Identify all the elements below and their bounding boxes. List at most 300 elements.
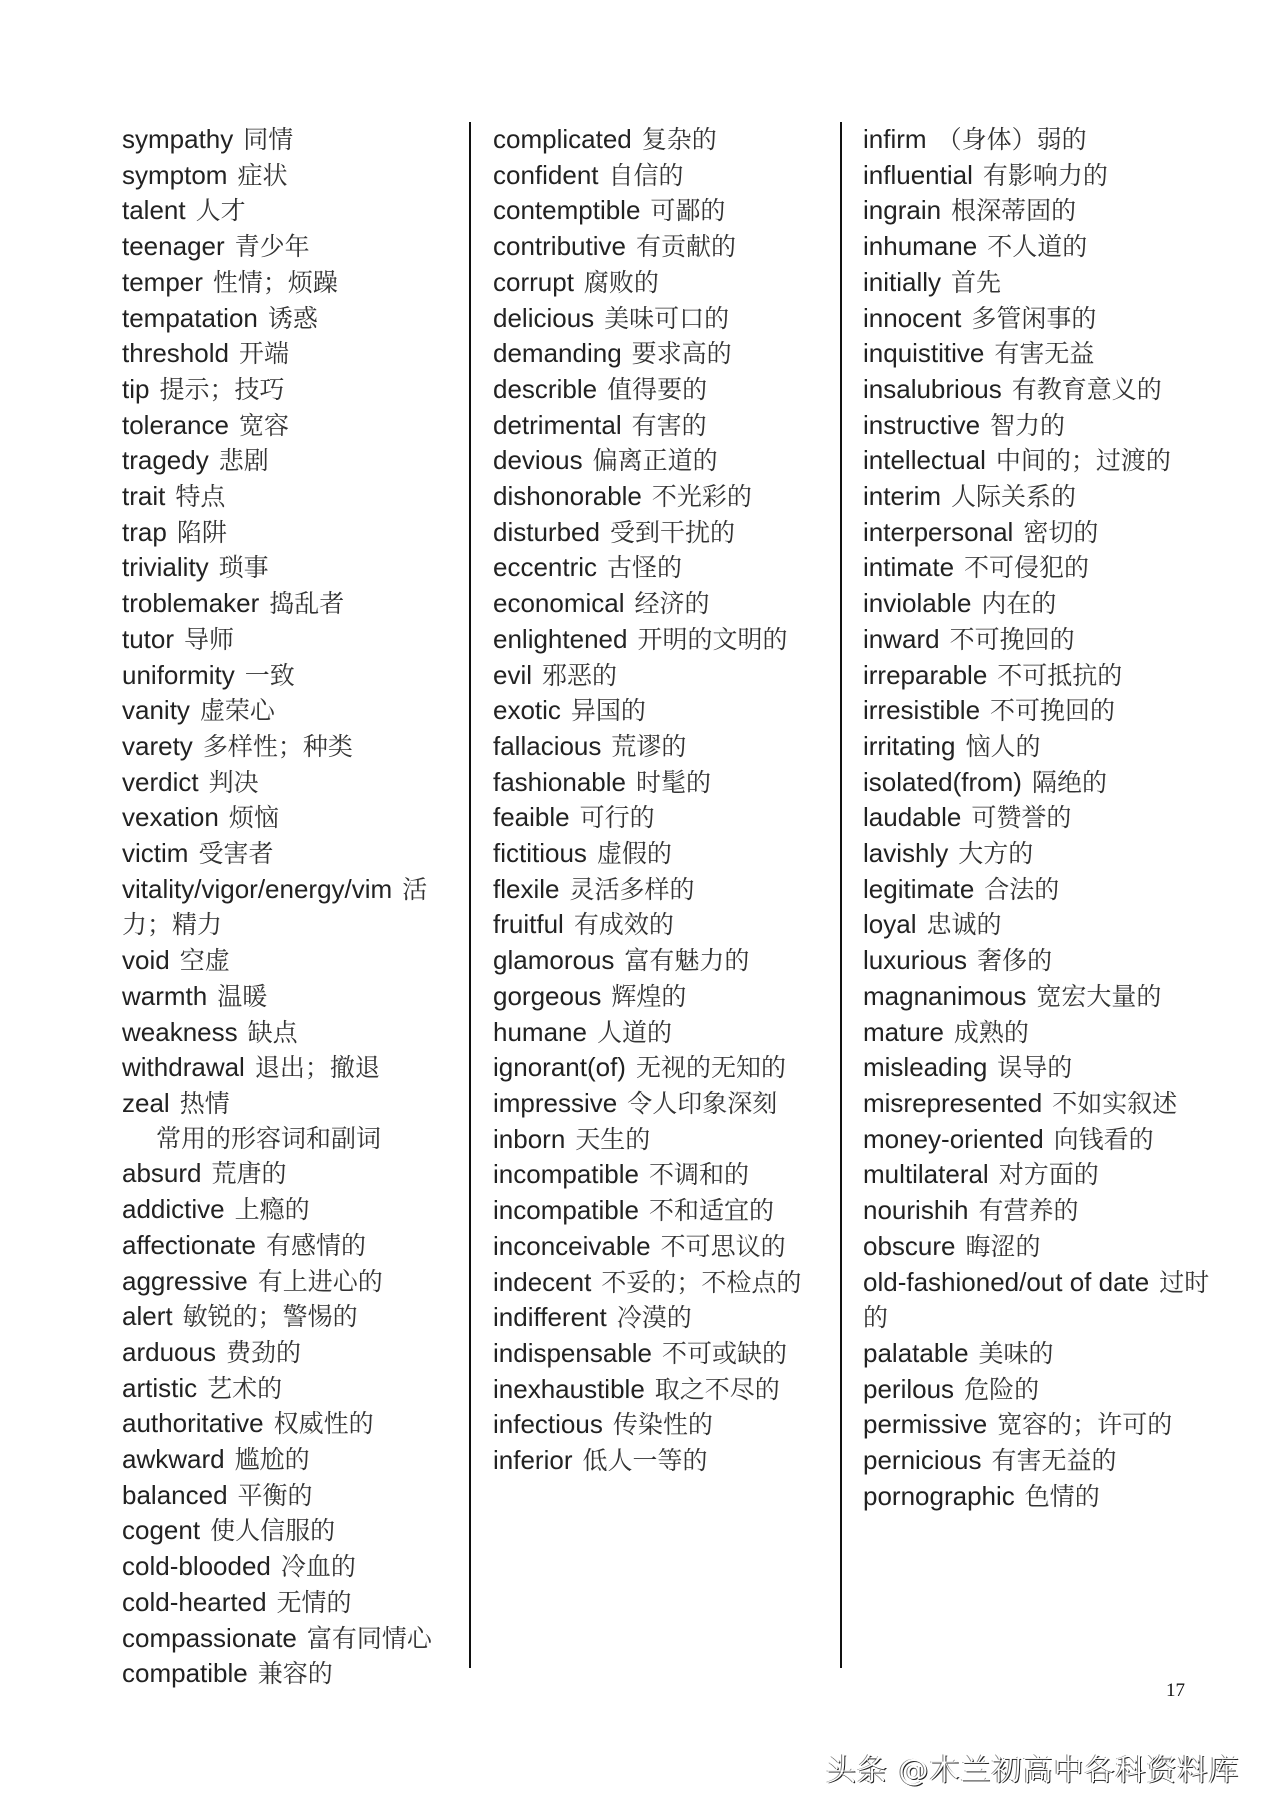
english-word: money-oriented xyxy=(863,1123,1044,1154)
english-word: trap xyxy=(122,516,167,547)
chinese-meaning: 要求高的 xyxy=(631,339,732,369)
english-word: pernicious xyxy=(863,1445,982,1476)
chinese-meaning: 判决 xyxy=(208,767,259,797)
chinese-meaning: 向钱看的 xyxy=(1053,1124,1154,1154)
vocab-entry xyxy=(493,1015,833,1051)
vocab-entry xyxy=(863,479,1213,515)
vocab-entry xyxy=(122,1371,462,1407)
vocab-entry xyxy=(493,586,833,622)
english-word: misrepresented xyxy=(863,1087,1043,1118)
vocab-entry xyxy=(122,1299,462,1335)
english-word: talent xyxy=(122,195,186,226)
chinese-meaning: 晦涩的 xyxy=(965,1231,1041,1261)
chinese-meaning: 内在的 xyxy=(981,589,1057,619)
chinese-meaning: 天生的 xyxy=(575,1124,651,1154)
chinese-meaning: 有营养的 xyxy=(978,1196,1079,1226)
english-word: inconceivable xyxy=(493,1230,651,1261)
chinese-meaning: 人才 xyxy=(195,196,246,226)
chinese-meaning: 退出；撤退 xyxy=(254,1053,380,1083)
english-word: demanding xyxy=(493,338,622,369)
english-word: arduous xyxy=(122,1336,216,1367)
english-word: authoritative xyxy=(122,1408,264,1439)
english-word: obscure xyxy=(863,1230,956,1261)
vocab-entry xyxy=(493,1193,833,1229)
chinese-meaning: 虚荣心 xyxy=(199,696,275,726)
vocab-entry xyxy=(493,515,833,551)
vocab-entry xyxy=(122,943,462,979)
chinese-meaning: 热情 xyxy=(179,1088,230,1118)
chinese-meaning: 有影响力的 xyxy=(982,160,1108,190)
vocab-entry xyxy=(863,122,1213,158)
vocab-entry xyxy=(493,265,833,301)
chinese-meaning: 不如实叙述 xyxy=(1052,1088,1178,1118)
chinese-meaning: 对方面的 xyxy=(998,1160,1099,1190)
english-word: inward xyxy=(863,623,940,654)
vocab-entry xyxy=(863,979,1213,1015)
english-word: pornographic xyxy=(863,1480,1015,1511)
english-word: laudable xyxy=(863,802,962,833)
column-2 xyxy=(493,122,833,1479)
chinese-meaning: 悲剧 xyxy=(218,446,269,476)
vocab-entry xyxy=(493,979,833,1015)
vocab-entry xyxy=(493,479,833,515)
english-word: gorgeous xyxy=(493,980,602,1011)
english-word: inexhaustible xyxy=(493,1373,645,1404)
vocab-entry xyxy=(122,586,462,622)
chinese-meaning: 无视的无知的 xyxy=(635,1053,786,1083)
chinese-meaning: 色情的 xyxy=(1024,1481,1100,1511)
chinese-meaning: 不光彩的 xyxy=(651,482,752,512)
vocab-entry xyxy=(493,765,833,801)
vocab-entry xyxy=(122,158,462,194)
chinese-meaning: 富有同情心 xyxy=(306,1623,432,1653)
english-word: devious xyxy=(493,445,583,476)
vocab-entry xyxy=(863,1229,1213,1265)
vocab-entry xyxy=(493,1336,833,1372)
vocab-entry xyxy=(122,979,462,1015)
english-word: temper xyxy=(122,266,203,297)
chinese-meaning: 不调和的 xyxy=(648,1160,749,1190)
english-word: tragedy xyxy=(122,445,209,476)
vocab-entry xyxy=(863,1265,1213,1336)
chinese-meaning: 不可思议的 xyxy=(660,1231,786,1261)
vocab-entry xyxy=(493,158,833,194)
english-word: evil xyxy=(493,659,533,690)
chinese-meaning: 邪恶的 xyxy=(542,660,618,690)
vocab-entry xyxy=(863,1157,1213,1193)
vocab-entry xyxy=(863,907,1213,943)
chinese-meaning: 低人一等的 xyxy=(582,1446,708,1476)
vocab-entry xyxy=(493,943,833,979)
chinese-meaning: 不人道的 xyxy=(987,232,1088,262)
chinese-meaning: 同情 xyxy=(243,125,294,154)
chinese-meaning: 冷血的 xyxy=(280,1552,356,1582)
english-word: cold-blooded xyxy=(122,1551,271,1582)
vocab-entry xyxy=(493,1157,833,1193)
english-word: fruitful xyxy=(493,909,564,940)
chinese-meaning: 时髦的 xyxy=(636,767,712,797)
english-word: flexile xyxy=(493,873,560,904)
chinese-meaning: 上瘾的 xyxy=(234,1195,310,1225)
vocab-entry xyxy=(122,336,462,372)
chinese-meaning: 可鄙的 xyxy=(650,196,726,226)
vocab-entry xyxy=(122,1156,462,1192)
english-word: alert xyxy=(122,1301,173,1332)
english-word: dishonorable xyxy=(493,481,642,512)
english-word: fashionable xyxy=(493,766,626,797)
chinese-meaning: 人道的 xyxy=(596,1017,672,1047)
vocab-entry xyxy=(122,229,462,265)
chinese-meaning: 危险的 xyxy=(964,1374,1040,1404)
vocab-entry xyxy=(122,515,462,551)
vocab-entry xyxy=(122,479,462,515)
vocab-entry xyxy=(863,229,1213,265)
section-heading: 常用的形容词和副词 xyxy=(156,1123,382,1153)
vocab-entry xyxy=(493,443,833,479)
chinese-meaning: 有感情的 xyxy=(265,1230,366,1260)
english-word: nourishih xyxy=(863,1195,969,1226)
english-word: indispensable xyxy=(493,1337,653,1368)
vocab-entry xyxy=(863,550,1213,586)
english-word: permissive xyxy=(863,1409,988,1440)
vocab-entry xyxy=(493,907,833,943)
english-word: glamorous xyxy=(493,945,615,976)
chinese-meaning: 经济的 xyxy=(634,589,710,619)
vocab-entry xyxy=(122,1335,462,1371)
vocab-entry xyxy=(122,372,462,408)
english-word: irritating xyxy=(863,730,956,761)
vocab-entry xyxy=(493,1372,833,1408)
chinese-meaning: 值得要的 xyxy=(607,374,708,404)
english-word: threshold xyxy=(122,338,229,369)
vocab-entry xyxy=(863,515,1213,551)
vocab-entry xyxy=(122,836,462,872)
vocab-entry xyxy=(122,1442,462,1478)
english-word: tempatation xyxy=(122,302,258,333)
vocab-entry xyxy=(122,1192,462,1228)
column-1 xyxy=(122,122,462,1692)
chinese-meaning: 荒谬的 xyxy=(611,731,687,761)
english-word: intellectual xyxy=(863,445,986,476)
chinese-meaning: （身体）弱的 xyxy=(936,125,1087,154)
vocab-entry xyxy=(863,586,1213,622)
vocab-entry xyxy=(863,800,1213,836)
vocab-entry xyxy=(863,1122,1213,1158)
english-word: feaible xyxy=(493,802,570,833)
english-word: detrimental xyxy=(493,409,622,440)
chinese-meaning: 奢侈的 xyxy=(977,946,1053,976)
vocab-entry xyxy=(493,836,833,872)
vocab-entry xyxy=(493,1265,833,1301)
vocab-entry xyxy=(122,765,462,801)
chinese-meaning: 富有魅力的 xyxy=(624,946,750,976)
english-word: confident xyxy=(493,159,599,190)
vocab-entry xyxy=(863,943,1213,979)
english-word: fallacious xyxy=(493,730,602,761)
vocab-entry xyxy=(863,1336,1213,1372)
english-word: describle xyxy=(493,373,598,404)
english-word: contributive xyxy=(493,231,626,262)
chinese-meaning: 特点 xyxy=(175,482,226,512)
english-word: ignorant(of) xyxy=(493,1052,626,1083)
vocab-entry xyxy=(122,265,462,301)
vocab-entry xyxy=(122,122,462,158)
english-word: multilateral xyxy=(863,1159,989,1190)
page-number: 17 xyxy=(1166,1680,1185,1701)
chinese-meaning: 智力的 xyxy=(990,410,1066,440)
chinese-meaning: 开端 xyxy=(238,339,289,369)
english-word: incompatible xyxy=(493,1159,639,1190)
chinese-meaning: 有成效的 xyxy=(573,910,674,940)
chinese-meaning: 宽宏大量的 xyxy=(1036,981,1162,1011)
vocab-entry xyxy=(863,1443,1213,1479)
english-word: inviolable xyxy=(863,588,972,619)
chinese-meaning: 异国的 xyxy=(570,696,646,726)
english-word: tolerance xyxy=(122,409,229,440)
english-word: troblemaker xyxy=(122,588,260,619)
vocab-entry xyxy=(863,658,1213,694)
chinese-meaning: 辉煌的 xyxy=(611,981,687,1011)
chinese-meaning: 宽容的；许可的 xyxy=(997,1410,1173,1440)
chinese-meaning: 偏离正道的 xyxy=(592,446,718,476)
english-word: compassionate xyxy=(122,1622,297,1653)
chinese-meaning: 一致 xyxy=(244,660,295,690)
chinese-meaning: 空虚 xyxy=(179,946,230,976)
chinese-meaning: 令人印象深刻 xyxy=(627,1088,778,1118)
vocab-entry xyxy=(493,1407,833,1443)
vocab-entry xyxy=(493,1050,833,1086)
chinese-meaning: 复杂的 xyxy=(641,125,717,154)
chinese-meaning: 取之不尽的 xyxy=(654,1374,780,1404)
chinese-meaning: 传染性的 xyxy=(612,1410,713,1440)
english-word: indifferent xyxy=(493,1302,607,1333)
english-word: inquistitive xyxy=(863,338,985,369)
chinese-meaning: 灵活多样的 xyxy=(569,874,695,904)
vocab-entry xyxy=(863,408,1213,444)
vocab-entry xyxy=(122,408,462,444)
vocab-entry xyxy=(493,122,833,158)
chinese-meaning: 烦恼 xyxy=(228,803,279,833)
english-word: aggressive xyxy=(122,1265,248,1296)
chinese-meaning: 无情的 xyxy=(276,1587,352,1617)
english-word: insalubrious xyxy=(863,373,1002,404)
vocab-entry xyxy=(863,1086,1213,1122)
chinese-meaning: 不可挽回的 xyxy=(949,624,1075,654)
vocab-entry xyxy=(493,729,833,765)
english-word: luxurious xyxy=(863,945,968,976)
chinese-meaning: 缺点 xyxy=(247,1017,298,1047)
english-word: instructive xyxy=(863,409,981,440)
watermark: 头条 @木兰初高中各科资料库 xyxy=(826,1753,1240,1788)
chinese-meaning: 不可抵抗的 xyxy=(997,660,1123,690)
chinese-meaning: 恼人的 xyxy=(965,731,1041,761)
english-word: disturbed xyxy=(493,516,600,547)
english-word: ingrain xyxy=(863,195,942,226)
english-word: vanity xyxy=(122,695,190,726)
chinese-meaning: 大方的 xyxy=(958,839,1034,869)
vocab-entry xyxy=(493,1229,833,1265)
english-word: inborn xyxy=(493,1123,566,1154)
chinese-meaning: 捣乱者 xyxy=(269,589,345,619)
chinese-meaning: 人际关系的 xyxy=(951,482,1077,512)
chinese-meaning: 兼容的 xyxy=(257,1659,333,1689)
chinese-meaning: 不妥的；不检点的 xyxy=(601,1267,802,1297)
chinese-meaning: 有害无益 xyxy=(994,339,1095,369)
vocab-entry xyxy=(122,1621,462,1657)
chinese-meaning: 误导的 xyxy=(997,1053,1073,1083)
vocab-entry xyxy=(493,800,833,836)
vocab-entry xyxy=(122,729,462,765)
english-word: verdict xyxy=(122,766,199,797)
vocab-entry xyxy=(493,193,833,229)
english-word: zeal xyxy=(122,1087,170,1118)
vocab-entry xyxy=(493,301,833,337)
english-word: weakness xyxy=(122,1016,238,1047)
english-word: loyal xyxy=(863,909,917,940)
english-word: irreparable xyxy=(863,659,988,690)
english-word: absurd xyxy=(122,1158,202,1189)
column-divider xyxy=(469,122,471,1668)
english-word: irresistible xyxy=(863,695,981,726)
vocab-entry xyxy=(122,1086,462,1122)
english-word: impressive xyxy=(493,1087,618,1118)
english-word: cogent xyxy=(122,1515,201,1546)
chinese-meaning: 青少年 xyxy=(234,232,310,262)
chinese-meaning: 多样性；种类 xyxy=(202,731,353,761)
vocab-entry xyxy=(863,1479,1213,1515)
vocab-entry xyxy=(122,1050,462,1086)
chinese-meaning: 有害的 xyxy=(631,410,707,440)
chinese-meaning: 合法的 xyxy=(984,874,1060,904)
vocab-entry xyxy=(493,693,833,729)
vocab-entry xyxy=(863,336,1213,372)
vocab-entry xyxy=(863,872,1213,908)
chinese-meaning: 多管闲事的 xyxy=(971,303,1097,333)
vocab-entry xyxy=(493,372,833,408)
english-word: old-fashioned/out of date xyxy=(863,1266,1150,1297)
vocab-entry xyxy=(863,443,1213,479)
english-word: compatible xyxy=(122,1658,248,1689)
column-3 xyxy=(863,122,1213,1514)
english-word: eccentric xyxy=(493,552,598,583)
english-word: balanced xyxy=(122,1479,228,1510)
chinese-meaning: 隔绝的 xyxy=(1031,767,1107,797)
chinese-meaning: 荒唐的 xyxy=(211,1159,287,1189)
chinese-meaning: 不可挽回的 xyxy=(990,696,1116,726)
chinese-meaning: 有教育意义的 xyxy=(1011,374,1162,404)
vocab-entry xyxy=(122,1264,462,1300)
chinese-meaning: 过时的 xyxy=(863,1267,1210,1333)
vocab-entry xyxy=(493,550,833,586)
vocab-entry xyxy=(122,872,462,943)
chinese-meaning: 提示；技巧 xyxy=(159,374,285,404)
vocab-entry xyxy=(122,1549,462,1585)
english-word: trait xyxy=(122,481,166,512)
vocab-entry xyxy=(122,443,462,479)
english-word: influential xyxy=(863,159,973,190)
english-word: tip xyxy=(122,373,150,404)
vocab-entry xyxy=(122,1513,462,1549)
chinese-meaning: 忠诚的 xyxy=(926,910,1002,940)
chinese-meaning: 成熟的 xyxy=(953,1017,1029,1047)
english-word: teenager xyxy=(122,231,225,262)
english-word: inhumane xyxy=(863,231,978,262)
english-word: uniformity xyxy=(122,659,235,690)
english-word: initially xyxy=(863,266,942,297)
chinese-meaning: 平衡的 xyxy=(237,1480,313,1510)
english-word: palatable xyxy=(863,1337,969,1368)
chinese-meaning: 古怪的 xyxy=(607,553,683,583)
vocab-entry xyxy=(863,372,1213,408)
vocab-entry xyxy=(493,1443,833,1479)
chinese-meaning: 首先 xyxy=(951,267,1002,297)
chinese-meaning: 美味的 xyxy=(978,1338,1054,1368)
vocab-entry xyxy=(122,1585,462,1621)
english-word: affectionate xyxy=(122,1229,256,1260)
english-word: innocent xyxy=(863,302,962,333)
chinese-meaning: 虚假的 xyxy=(596,839,672,869)
chinese-meaning: 不可侵犯的 xyxy=(964,553,1090,583)
vocab-entry xyxy=(493,658,833,694)
vocab-entry xyxy=(493,1300,833,1336)
english-word: triviality xyxy=(122,552,209,583)
chinese-meaning: 导师 xyxy=(184,624,235,654)
vocab-entry xyxy=(122,193,462,229)
english-word: infectious xyxy=(493,1409,603,1440)
english-word: cold-hearted xyxy=(122,1586,267,1617)
vocab-entry xyxy=(493,872,833,908)
vocab-entry xyxy=(863,729,1213,765)
chinese-meaning: 腐败的 xyxy=(583,267,659,297)
vocab-entry xyxy=(122,658,462,694)
english-word: withdrawal xyxy=(122,1052,245,1083)
vocab-entry xyxy=(493,622,833,658)
vocab-entry xyxy=(863,622,1213,658)
chinese-meaning: 有上进心的 xyxy=(257,1266,383,1296)
vocab-entry xyxy=(122,1228,462,1264)
chinese-meaning: 美味可口的 xyxy=(604,303,730,333)
english-word: incompatible xyxy=(493,1195,639,1226)
vocab-entry xyxy=(863,193,1213,229)
english-word: contemptible xyxy=(493,195,641,226)
chinese-meaning: 中间的；过渡的 xyxy=(995,446,1171,476)
english-word: magnanimous xyxy=(863,980,1027,1011)
chinese-meaning: 性情；烦躁 xyxy=(212,267,338,297)
chinese-meaning: 尴尬的 xyxy=(234,1445,310,1475)
vocab-entry xyxy=(863,1050,1213,1086)
chinese-meaning: 诱惑 xyxy=(267,303,318,333)
chinese-meaning: 不和适宜的 xyxy=(648,1196,774,1226)
english-word: artistic xyxy=(122,1372,198,1403)
english-word: perilous xyxy=(863,1373,955,1404)
chinese-meaning: 可行的 xyxy=(579,803,655,833)
english-word: sympathy xyxy=(122,124,234,154)
chinese-meaning: 受害者 xyxy=(198,839,274,869)
vocab-entry xyxy=(122,1656,462,1692)
chinese-meaning: 温暖 xyxy=(217,981,268,1011)
chinese-meaning: 有贡献的 xyxy=(635,232,736,262)
english-word: indecent xyxy=(493,1266,592,1297)
vocab-entry xyxy=(863,693,1213,729)
vocab-entry xyxy=(122,1478,462,1514)
english-word: delicious xyxy=(493,302,595,333)
vocab-entry xyxy=(863,1193,1213,1229)
vocab-entry xyxy=(122,301,462,337)
english-word: misleading xyxy=(863,1052,988,1083)
english-word: economical xyxy=(493,588,625,619)
chinese-meaning: 有害无益的 xyxy=(991,1446,1117,1476)
english-word: varety xyxy=(122,730,193,761)
